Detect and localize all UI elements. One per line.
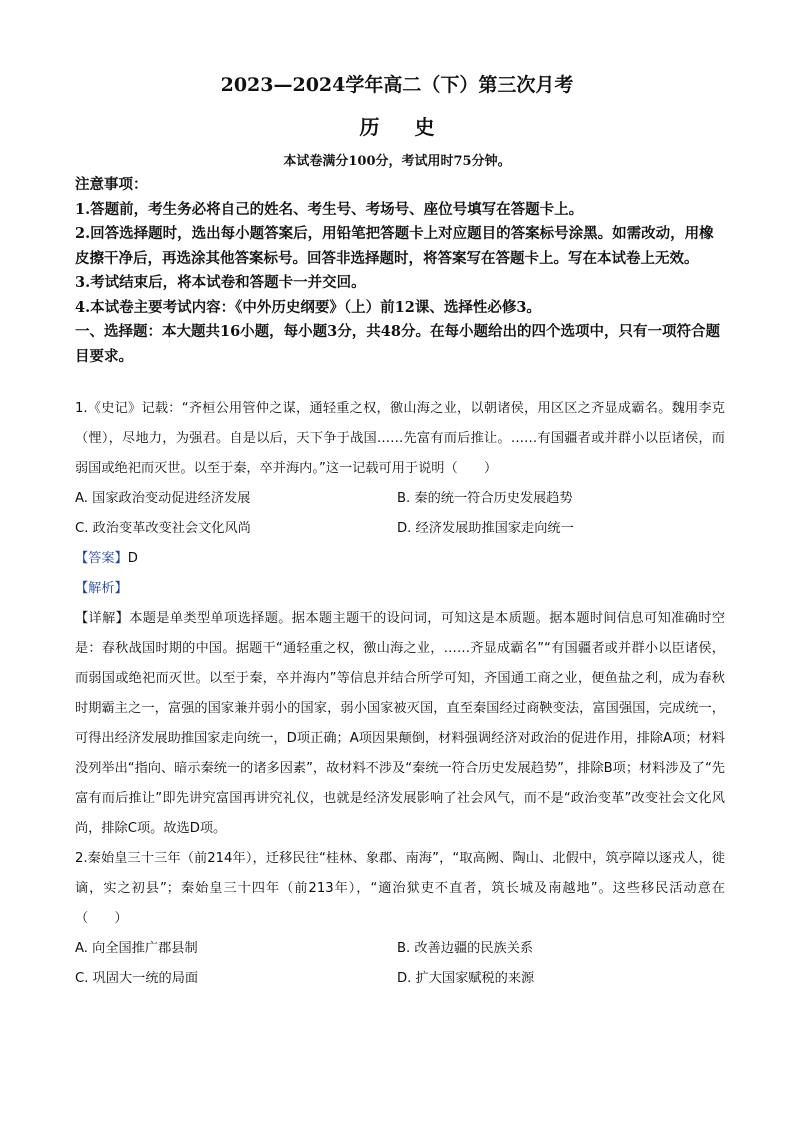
notice-item: 4.本试卷主要考试内容：《中外历史纲要》（上）前12课、选择性必修3。 xyxy=(75,298,541,316)
notice-block xyxy=(75,173,725,369)
exam-title: 2023—2024学年高二（下）第三次月考 xyxy=(220,74,574,96)
option-d: D. 经济发展助推国家走向统一 xyxy=(397,521,574,536)
detail-paragraph xyxy=(75,604,725,844)
section-heading: 一、选择题：本大题共16小题，每小题3分，共48分。在每小题给出的四个选项中，只有一项符合题目要求。 xyxy=(75,323,720,365)
exam-info: 本试卷满分100分，考试用时75分钟。 xyxy=(283,154,511,169)
answer-value: D xyxy=(127,551,138,566)
question-block xyxy=(75,394,725,994)
option-b: B. 秦的统一符合历史发展趋势 xyxy=(397,491,573,506)
notice-heading: 注意事项： xyxy=(75,176,148,193)
detail-tag: 【详解】 xyxy=(75,611,130,626)
question-2-stem: 2.秦始皇三十三年（前214年），迁移民往“桂林、象郡、南海”，“取高阙、陶山、北假中，筑亭障以逐戎人，徙谪，实之初县”；秦始皇三十四年（前213年），“適治狱吏不直者，筑长城及南越地”。这些移民活动意在（ ） xyxy=(75,851,725,926)
detail-text: 本题是单类型单项选择题。据本题主题干的设问词，可知这是本质题。据本题时间信息可知准确时空是：春秋战国时期的中国。据题干“通轻重之权，徼山海之业，……齐显成霸名”“有国疆者或并群小以臣诸侯，而弱国或绝祀而灭世。以至于秦，卒并海内”等信息并结合所学可知，齐国通工商之业，便鱼盐之利，成为春秋时期霸主之一，富强的国家兼并弱小的国家，弱小国家被灭国，直至秦国经过商鞅变法，富国强国，完成统一，可得出经济发展助推国家走向统一，D项正确；A项因果颠倒，材料强调经济对政治的促进作用，排除A项；材料没列举出“指向、暗示秦统一的诸多因素”，故材料不涉及“秦统一符合历史发展趋势”，排除B项；材料涉及了“先富有而后推让”即先讲究富国再讲究礼仪，也就是经济发展影响了社会风气，而不是“政治变革”改变社会文化风尚，排除C项。故选D项。 xyxy=(75,611,726,836)
analysis-line xyxy=(75,574,725,604)
subject-title: 历 史 xyxy=(359,115,449,139)
notice-item: 3.考试结束后，将本试卷和答题卡一并交回。 xyxy=(75,274,366,291)
notice-item: 1.答题前，考生务必将自己的姓名、考生号、考场号、座位号填写在答题卡上。 xyxy=(75,200,584,218)
option-a: A. 国家政治变动促进经济发展 xyxy=(75,491,251,506)
option-c: C. 巩固大一统的局面 xyxy=(75,971,199,986)
option-b: B. 改善边疆的民族关系 xyxy=(397,941,534,956)
question-2-options xyxy=(75,934,725,994)
question-1-stem: 1.《史记》记载：“齐桓公用管仲之谋，通轻重之权，徼山海之业，以朝诸侯，用区区之齐显成霸名。魏用李克（悝），尽地力，为强君。自是以后，天下争于战国……先富有而后推让。……有国疆者或并群小以臣诸侯，而弱国或绝祀而灭世。以至于秦，卒并海内。”这一记载可用于说明（ ） xyxy=(75,401,725,476)
notice-item: 2.回答选择题时，选出每小题答案后，用铅笔把答题卡上对应题目的答案标号涂黑。如需改动，用橡皮擦干净后，再选涂其他答案标号。回答非选择题时，将答案写在答题卡上。写在本试卷上无效。 xyxy=(75,225,714,267)
option-a: A. 向全国推广郡县制 xyxy=(75,941,198,956)
analysis-tag: 【解析】 xyxy=(75,581,128,596)
question-1-options xyxy=(75,484,725,544)
option-c: C. 政治变革改变社会文化风尚 xyxy=(75,521,251,536)
answer-line xyxy=(75,544,725,574)
answer-tag: 【答案】 xyxy=(75,551,128,566)
option-d: D. 扩大国家赋税的来源 xyxy=(397,971,535,986)
